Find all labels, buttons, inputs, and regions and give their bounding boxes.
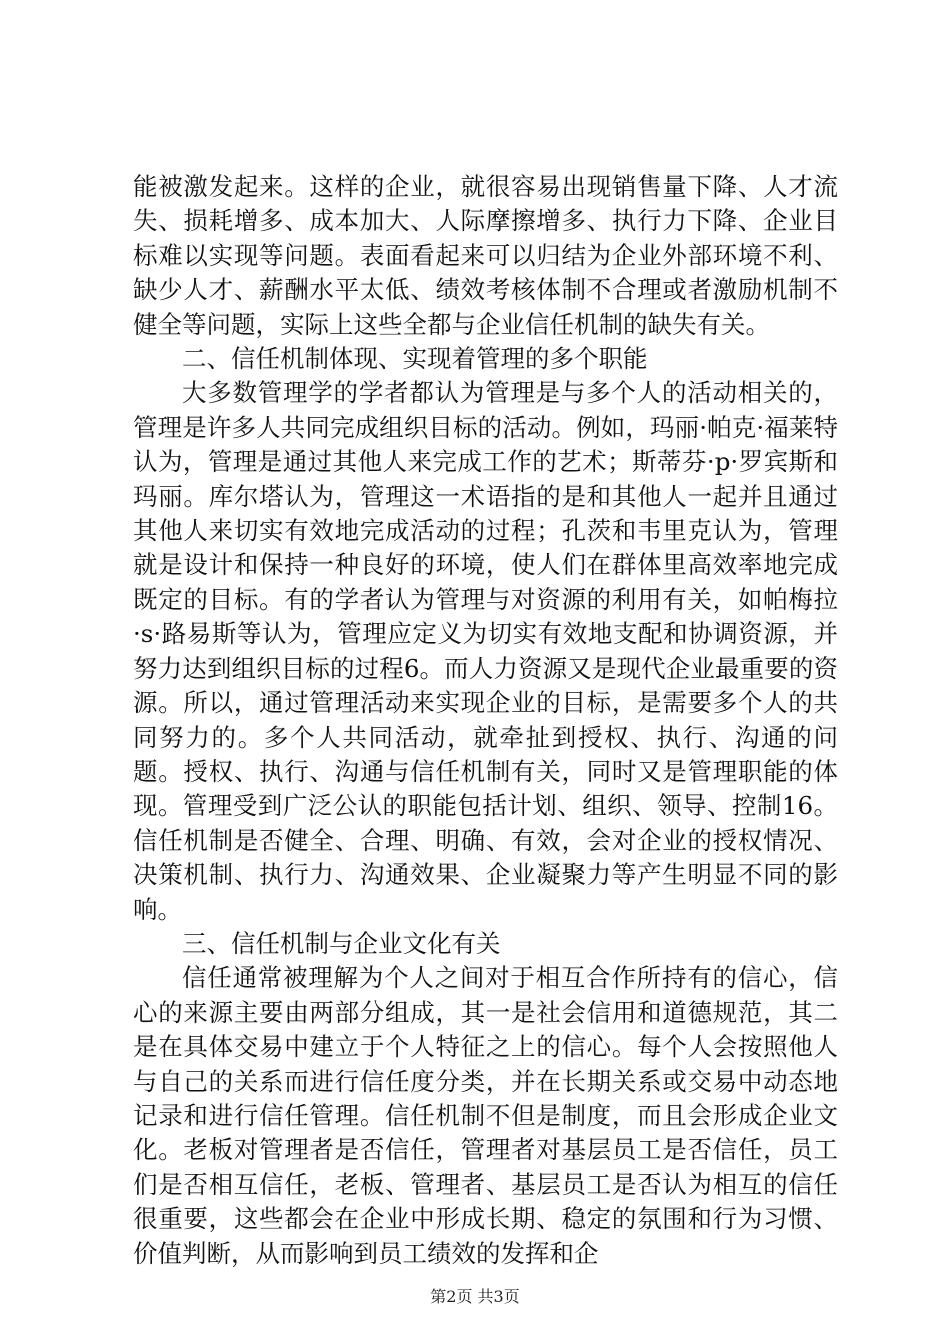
section-heading-2: 二、信任机制体现、实现着管理的多个职能: [182, 344, 648, 374]
paragraph-continuation: 能被激发起来。这样的企业，就很容易出现销售量下降、人才流失、损耗增多、成本加大、人际摩擦增多、执行力下降、企业目标难以实现等问题。表面看起来可以归结为企业外部环境不利、缺少人才、薪酬水平太低、绩效考核体制不合理或者激励机制不健全等问题，实际上这些全都与企业信任机制的缺失有关。: [133, 172, 838, 339]
paragraph-management-functions: 大多数管理学的学者都认为管理是与多个人的活动相关的，管理是许多人共同完成组织目标的活动。例如，玛丽·帕克·福莱特认为，管理是通过其他人来完成工作的艺术；斯蒂芬·p·罗宾斯和玛丽。库尔塔认为，管理这一术语指的是和其他人一起并且通过其他人来切实有效地完成活动的过程；孔茨和韦里克认为，管理就是设计和保持一种良好的环境，使人们在群体里高效率地完成既定的目标。有的学者认为管理与对资源的利用有关，如帕梅拉·s·路易斯等认为，管理应定义为切实有效地支配和协调资源，并努力达到组织目标的过程6。而人力资源又是现代企业最重要的资源。所以，通过管理活动来实现企业的目标，是需要多个人的共同努力的。多个人共同活动，就牵扯到授权、执行、沟通的问题。授权、执行、沟通与信任机制有关，同时又是管理职能的体现。管理受到广泛公认的职能包括计划、组织、领导、控制16。信任机制是否健全、合理、明确、有效，会对企业的授权情况、决策机制、执行力、沟通效果、企业凝聚力等产生明显不同的影响。: [133, 378, 838, 924]
paragraph-corporate-culture: 信任通常被理解为个人之间对于相互合作所持有的信心，信心的来源主要由两部分组成，其一是社会信用和道德规范，其二是在具体交易中建立于个人特征之上的信心。每个人会按照他人与自己的关系而进行信任度分类，并在长期关系或交易中动态地记录和进行信任管理。信任机制不但是制度，而且会形成企业文化。老板对管理者是否信任，管理者对基层员工是否信任，员工们是否相互信任，老板、管理者、基层员工是否认为相互的信任很重要，这些都会在企业中形成长期、稳定的氛围和行为习惯、价值判断，从而影响到员工绩效的发挥和企: [133, 963, 838, 1268]
section-heading-3: 三、信任机制与企业文化有关: [182, 928, 501, 958]
page-footer: 第2页 共3页: [430, 1287, 520, 1306]
document-body: [133, 170, 838, 1271]
